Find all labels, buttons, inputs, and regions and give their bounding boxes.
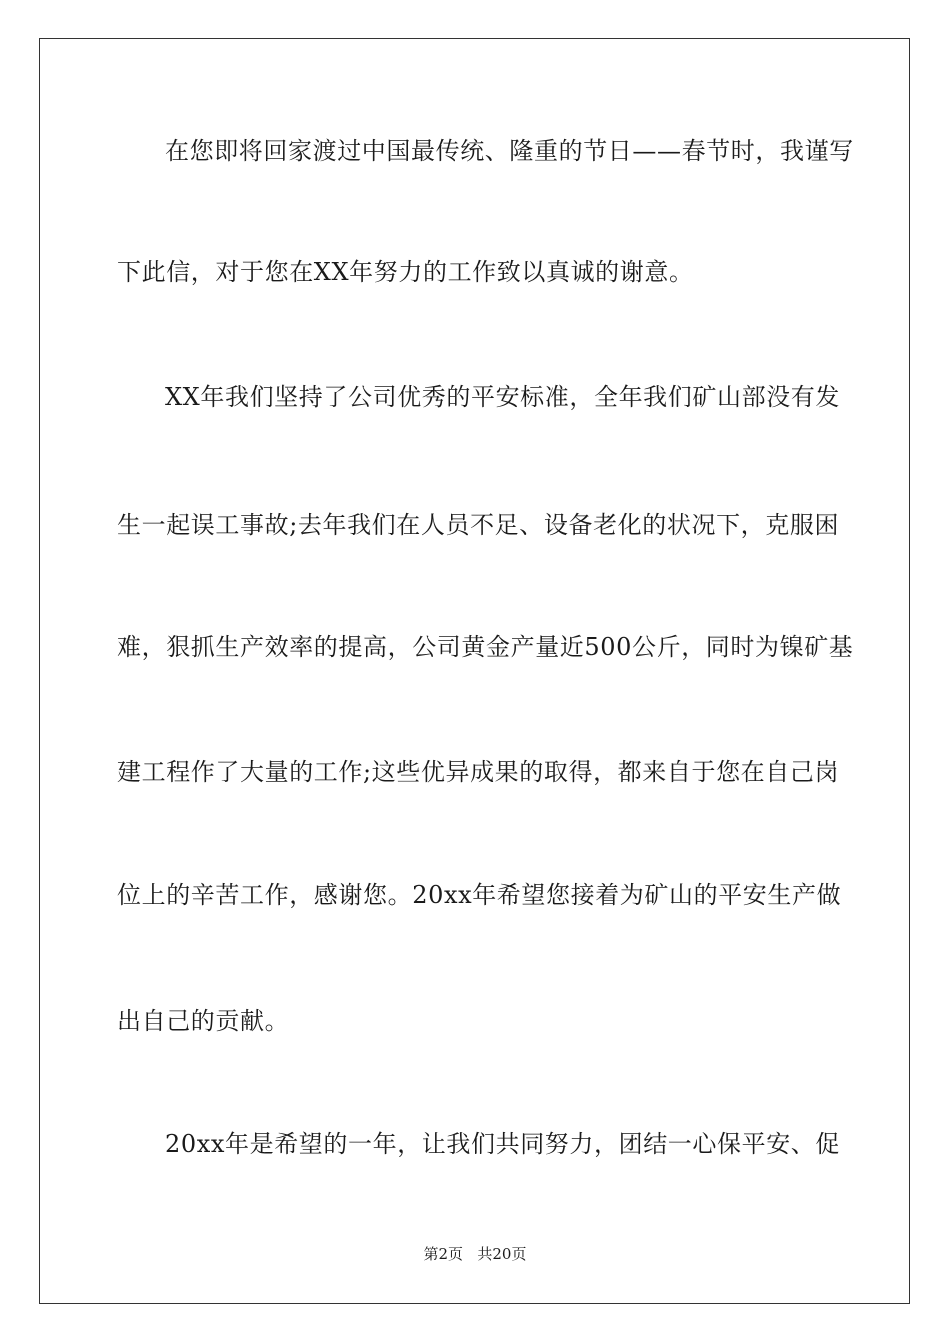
paragraph-3-line-1: 20xx年是希望的一年，让我们共同努力，团结一心保平安、促 — [165, 1130, 841, 1158]
paragraph-2-line-3: 难，狠抓生产效率的提高，公司黄金产量近500公斤，同时为镍矿基 — [117, 633, 854, 661]
paragraph-2-line-2: 生一起误工事故;去年我们在人员不足、设备老化的状况下，克服困 — [117, 511, 840, 539]
paragraph-2-line-5: 位上的辛苦工作，感谢您。20xx年希望您接着为矿山的平安生产做 — [117, 881, 842, 909]
page-frame — [39, 38, 910, 1304]
page-total: 共20页 — [477, 1245, 527, 1263]
page-footer — [0, 1244, 950, 1264]
paragraph-2-line-4: 建工程作了大量的工作;这些优异成果的取得，都来自于您在自己岗 — [117, 758, 840, 786]
paragraph-1-line-2: 下此信，对于您在XX年努力的工作致以真诚的谢意。 — [117, 258, 694, 286]
page-number: 第2页 — [423, 1245, 464, 1263]
paragraph-2-line-6: 出自己的贡献。 — [117, 1007, 290, 1035]
paragraph-1-line-1: 在您即将回家渡过中国最传统、隆重的节日——春节时，我谨写 — [165, 137, 854, 165]
paragraph-2-line-1: XX年我们坚持了公司优秀的平安标准，全年我们矿山部没有发 — [165, 383, 840, 411]
